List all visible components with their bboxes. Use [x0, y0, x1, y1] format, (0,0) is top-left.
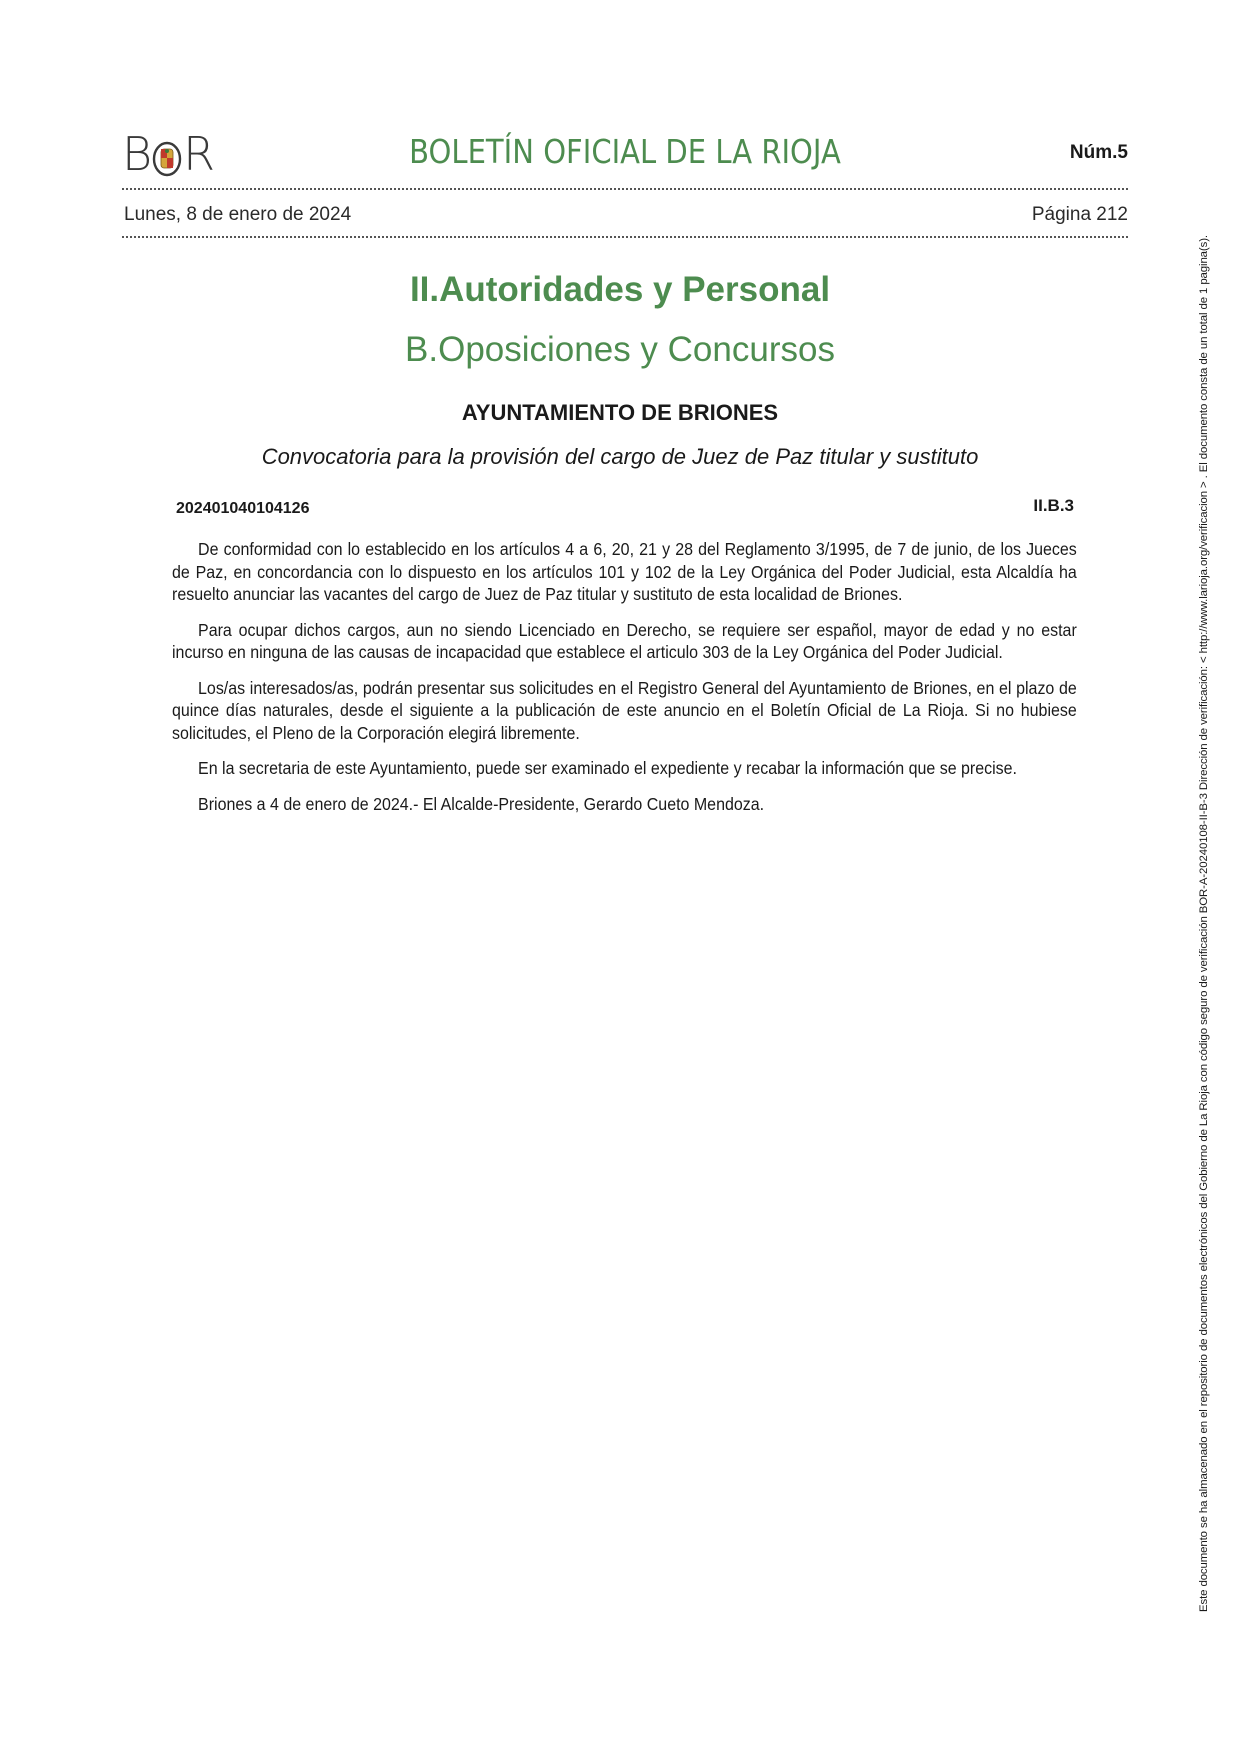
announcement-body [172, 538, 1077, 828]
body-paragraph: De conformidad con lo establecido en los artículos 4 a 6, 20, 21 y 28 del Reglamento 3/1995, de 7 de junio, de los Jueces de Paz, en concordancia con lo dispuesto en los artículos 101 y 102 de la Ley Orgánica del Poder Judicial, esta Alcaldía ha resuelto anunciar las vacantes del cargo de Juez de Paz titular y sustituto de esta localidad de Briones. [172, 539, 1077, 604]
bulletin-header [122, 128, 1128, 180]
header-divider-top [122, 188, 1128, 190]
coat-of-arms-icon [152, 135, 182, 173]
signature-line: Briones a 4 de enero de 2024.- El Alcalde-Presidente, Gerardo Cueto Mendoza. [198, 793, 765, 814]
body-paragraph: Los/as interesados/as, podrán presentar sus solicitudes en el Registro General del Ayuntamiento de Briones, en el plazo de quince días naturales, desde el siguiente a la publicación de este anuncio en el Boletín Oficial de La Rioja. Si no hubiese solicitudes, el Pleno de la Corporación elegirá libremente. [172, 677, 1077, 743]
page-number: Página 212 [1031, 204, 1128, 225]
announcement-title: Convocatoria para la provisión del cargo de Juez de Paz titular y sustituto [261, 444, 979, 469]
publication-date: Lunes, 8 de enero de 2024 [124, 204, 352, 225]
body-paragraph: En la secretaria de este Ayuntamiento, puede ser examinado el expediente y recabar la información que se precise. [198, 758, 1017, 778]
bulletin-title: BOLETÍN OFICIAL DE LA RIOJA [409, 132, 841, 171]
reference-code: 202401040104126 [176, 500, 310, 517]
body-paragraph: Para ocupar dichos cargos, aun no siendo Licenciado en Derecho, se requiere ser español, mayor de edad y no estar incurso en ninguna de las causas de incapacidad que establece el articulo 303 de la Ley Orgánica del Poder Judicial. [172, 619, 1077, 662]
verification-side-note: Este documento se ha almacenado en el repositorio de documentos electrónicos del Gobierno de La Rioja con código seguro de verificación BOR-A-20240108-II-B-3 Dirección de verificación: < http://www.larioja.org/verificacion > . El documento consta de un total de 1 pagina(s). [1198, 235, 1210, 1612]
section-subtitle: B.Oposiciones y Concursos [405, 330, 835, 369]
date-page-row [122, 204, 1128, 230]
section-code: II.B.3 [1033, 496, 1074, 515]
logo-letter-r: R [183, 127, 215, 181]
issue-number: Núm.5 [1069, 142, 1128, 163]
header-divider-bottom [122, 236, 1128, 238]
logo-letter-b: B [122, 127, 152, 181]
section-title: II.Autoridades y Personal [409, 270, 831, 309]
issuing-entity: AYUNTAMIENTO DE BRIONES [461, 400, 779, 425]
